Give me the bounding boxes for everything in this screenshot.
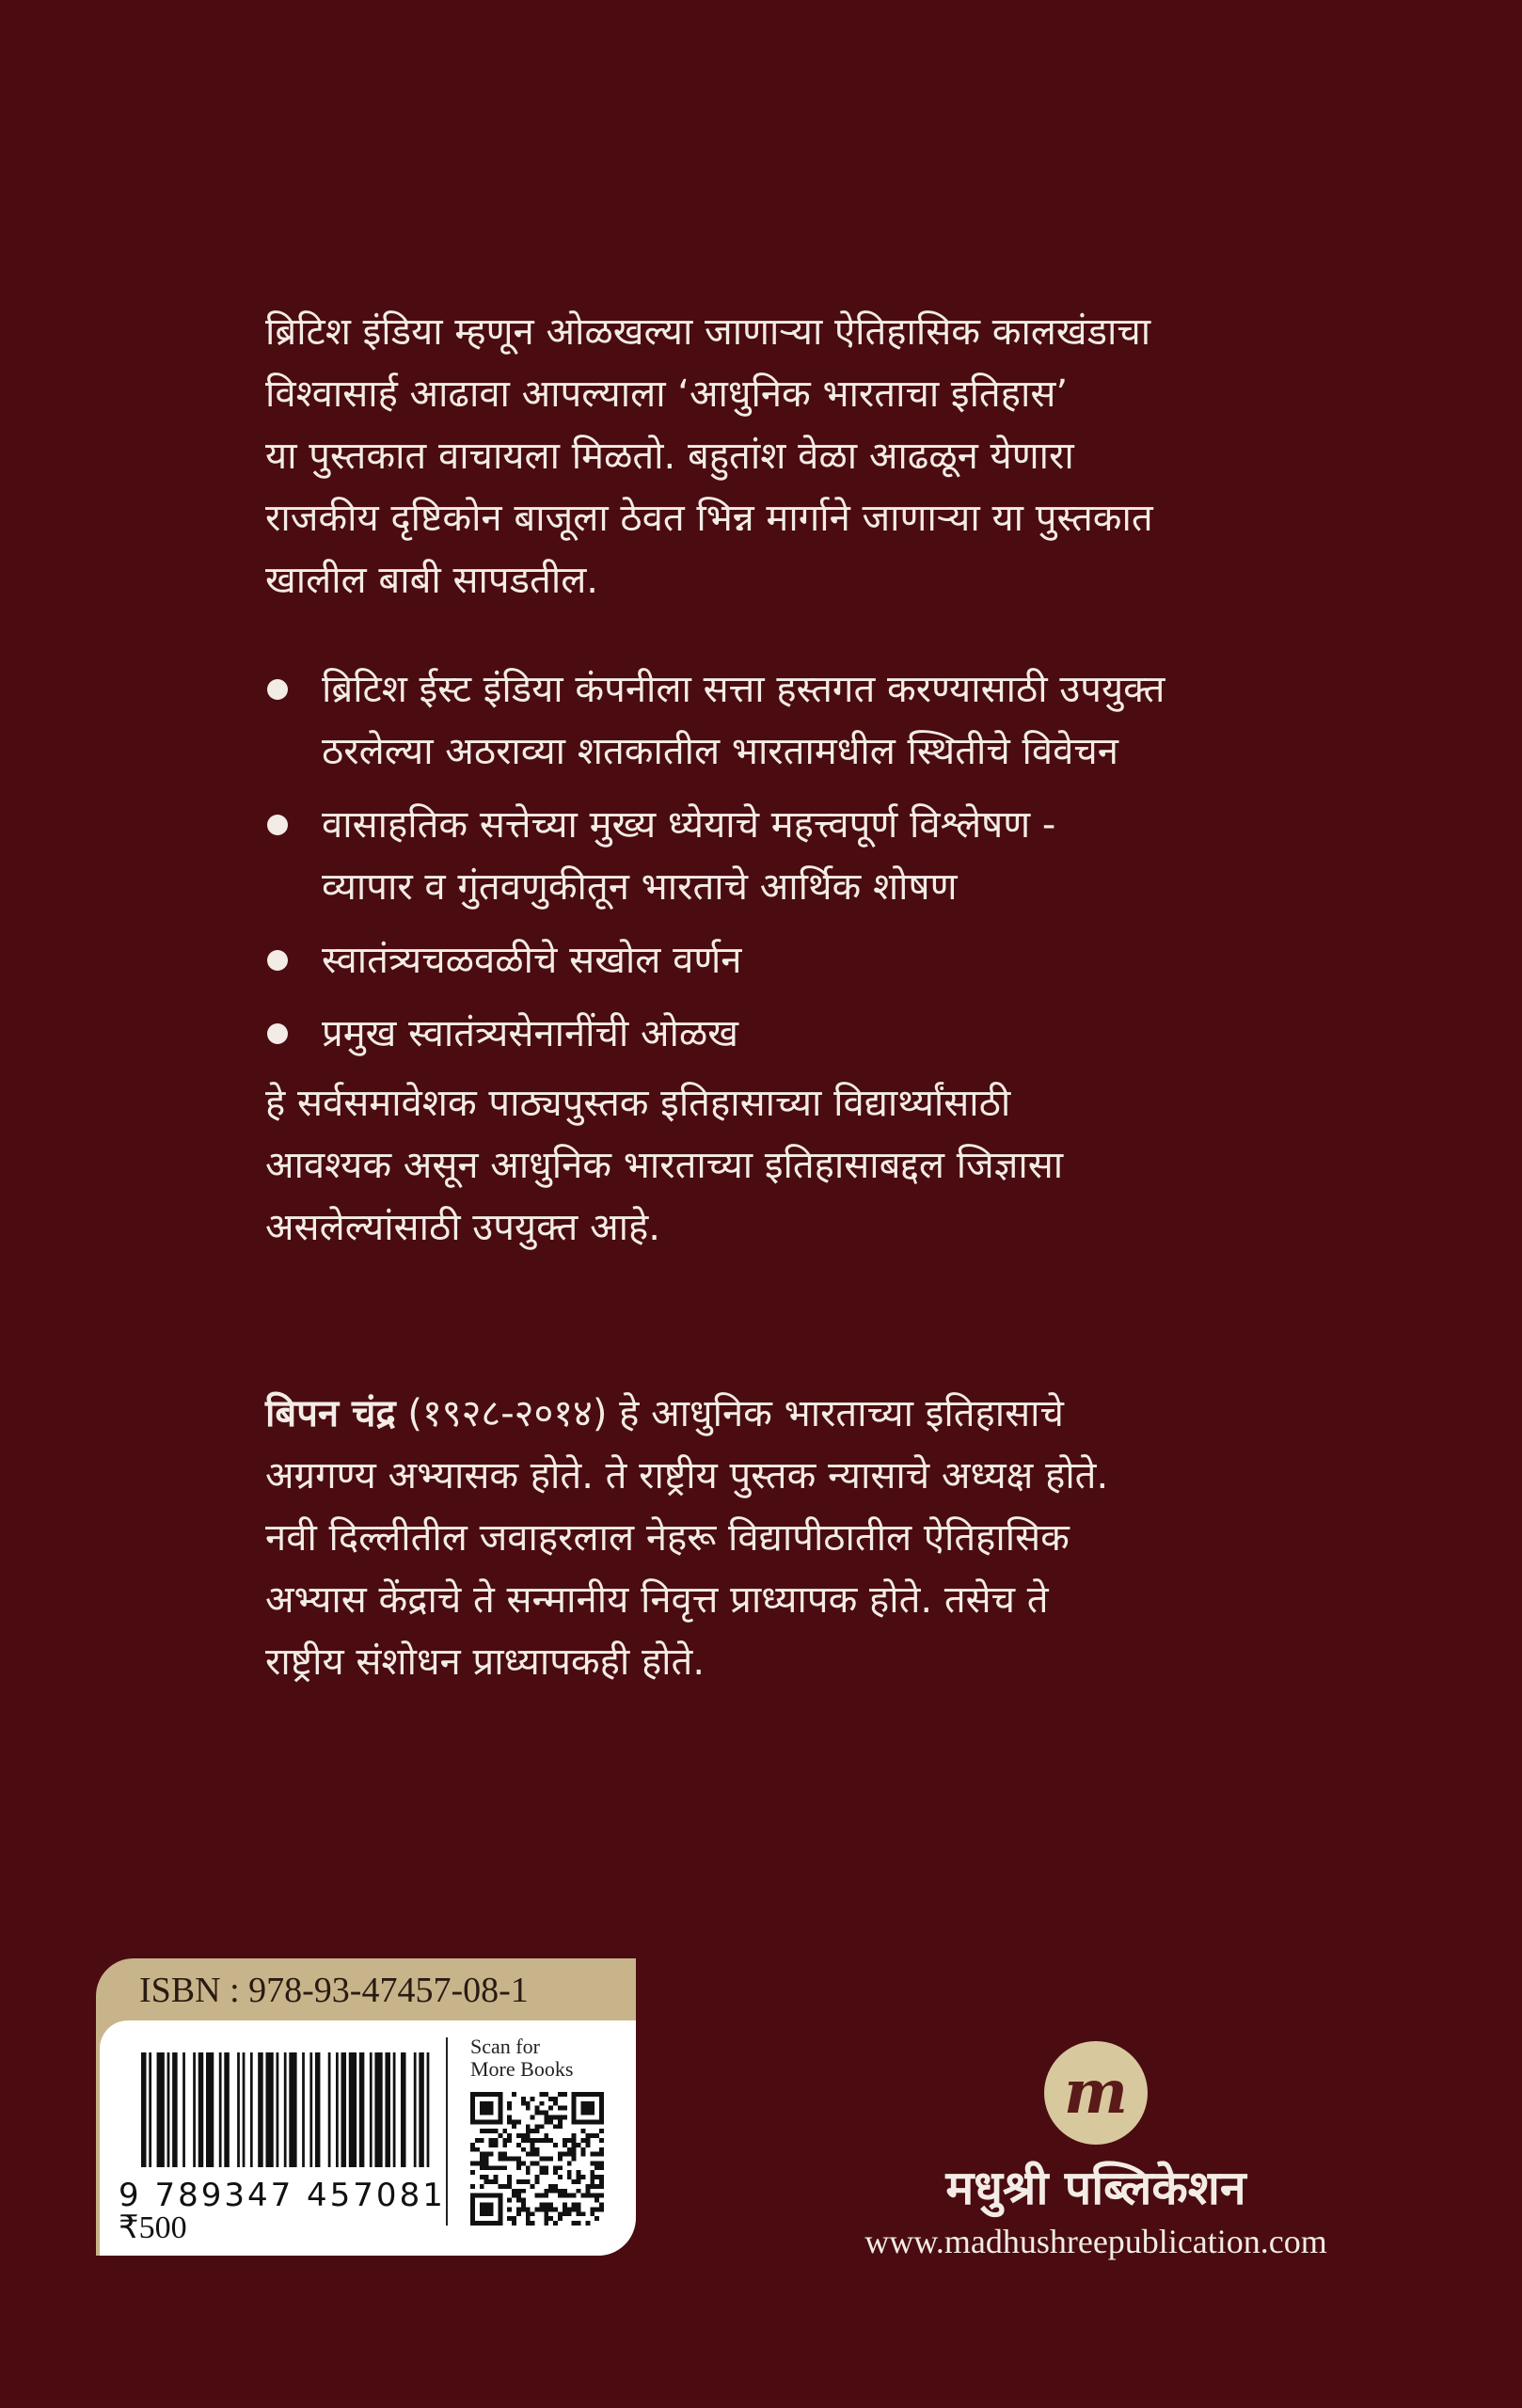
list-item: [265, 1003, 1300, 1065]
intro-line: ब्रिटिश इंडिया म्हणून ओळखल्या जाणाऱ्या ऐतिहासिक कालखंडाचा: [265, 310, 1151, 354]
author-name: बिपन चंद्र: [265, 1392, 396, 1435]
author-line: नवी दिल्लीतील जवाहरलाल नेहरू विद्यापीठातील ऐतिहासिक: [265, 1516, 1070, 1560]
scan-caption: [470, 2036, 573, 2081]
list-item-line: ब्रिटिश ईस्ट इंडिया कंपनीला सत्ता हस्तगत करण्यासाठी उपयुक्त: [322, 668, 1165, 711]
author-line: राष्ट्रीय संशोधन प्राध्यापकही होते.: [265, 1640, 706, 1684]
summary-line: हे सर्वसमावेशक पाठ्यपुस्तक इतिहासाच्या विद्यार्थ्यांसाठी: [265, 1082, 1011, 1125]
publisher-logo-letter: m: [1064, 2057, 1128, 2128]
bullet-icon: [267, 950, 288, 971]
author-years: (१९२८-२०१४) हे आधुनिक भारताच्या इतिहासाचे: [395, 1392, 1064, 1435]
publisher-name: मधुश्री पब्लिकेशन: [945, 2161, 1246, 2215]
bullet-icon: [267, 1023, 288, 1044]
isbn-box: [96, 1958, 636, 2256]
intro-line: विश्वासार्ह आढावा आपल्याला ‘आधुनिक भारताचा इतिहास’: [265, 372, 1069, 416]
list-item: [265, 658, 1300, 783]
author-bio: [265, 1383, 1291, 1693]
summary-line: आवश्यक असून आधुनिक भारताच्या इतिहासाबद्दल जिज्ञासा: [265, 1144, 1064, 1187]
qr-code-icon[interactable]: [470, 2092, 604, 2226]
publisher-logo: [1044, 2041, 1148, 2145]
summary-paragraph: [265, 1072, 1291, 1259]
author-line: अग्रगण्य अभ्यासक होते. ते राष्ट्रीय पुस्तक न्यासाचे अध्यक्ष होते.: [265, 1454, 1109, 1497]
author-first-line: [265, 1383, 1291, 1445]
intro-line: या पुस्तकात वाचायला मिळतो. बहुतांश वेळा आढळून येणारा: [265, 435, 1074, 478]
list-item: [265, 929, 1300, 991]
publisher-url[interactable]: www.madhushreepublication.com: [864, 2223, 1327, 2260]
barcode-digits: 9 789347 457081: [119, 2177, 446, 2214]
list-item-line: व्यापार व गुंतवणुकीतून भारताचे आर्थिक शोषण: [322, 865, 958, 909]
barcode-panel: [100, 2020, 636, 2256]
summary-line: असलेल्यांसाठी उपयुक्त आहे.: [265, 1206, 660, 1249]
isbn-label: ISBN : 978-93-47457-08-1: [139, 1971, 529, 2010]
list-item-line: ठरलेल्या अठराव्या शतकातील भारतामधील स्थितीचे विवेचन: [322, 730, 1118, 773]
divider: [446, 2037, 448, 2226]
scan-caption-line: Scan for: [470, 2035, 540, 2058]
list-item-line: वासाहतिक सत्तेच्या मुख्य ध्येयाचे महत्त्वपूर्ण विश्लेषण -: [322, 803, 1056, 847]
bullet-icon: [267, 679, 288, 700]
intro-line: खालील बाबी सापडतील.: [265, 559, 599, 602]
feature-list: [265, 658, 1300, 1076]
author-line: अभ्यास केंद्राचे ते सन्मानीय निवृत्त प्राध्यापक होते. तसेच ते: [265, 1578, 1049, 1622]
price: ₹500: [119, 2210, 187, 2245]
bullet-icon: [267, 815, 288, 835]
scan-caption-line: More Books: [470, 2057, 574, 2081]
list-item: [265, 794, 1300, 918]
intro-line: राजकीय दृष्टिकोन बाजूला ठेवत भिन्न मार्गाने जाणाऱ्या या पुस्तकात: [265, 497, 1153, 540]
intro-paragraph: [265, 301, 1291, 611]
list-item-line: स्वातंत्र्यचळवळीचे सखोल वर्णन: [322, 939, 742, 982]
list-item-line: प्रमुख स्वातंत्र्यसेनानींची ओळख: [322, 1012, 739, 1055]
